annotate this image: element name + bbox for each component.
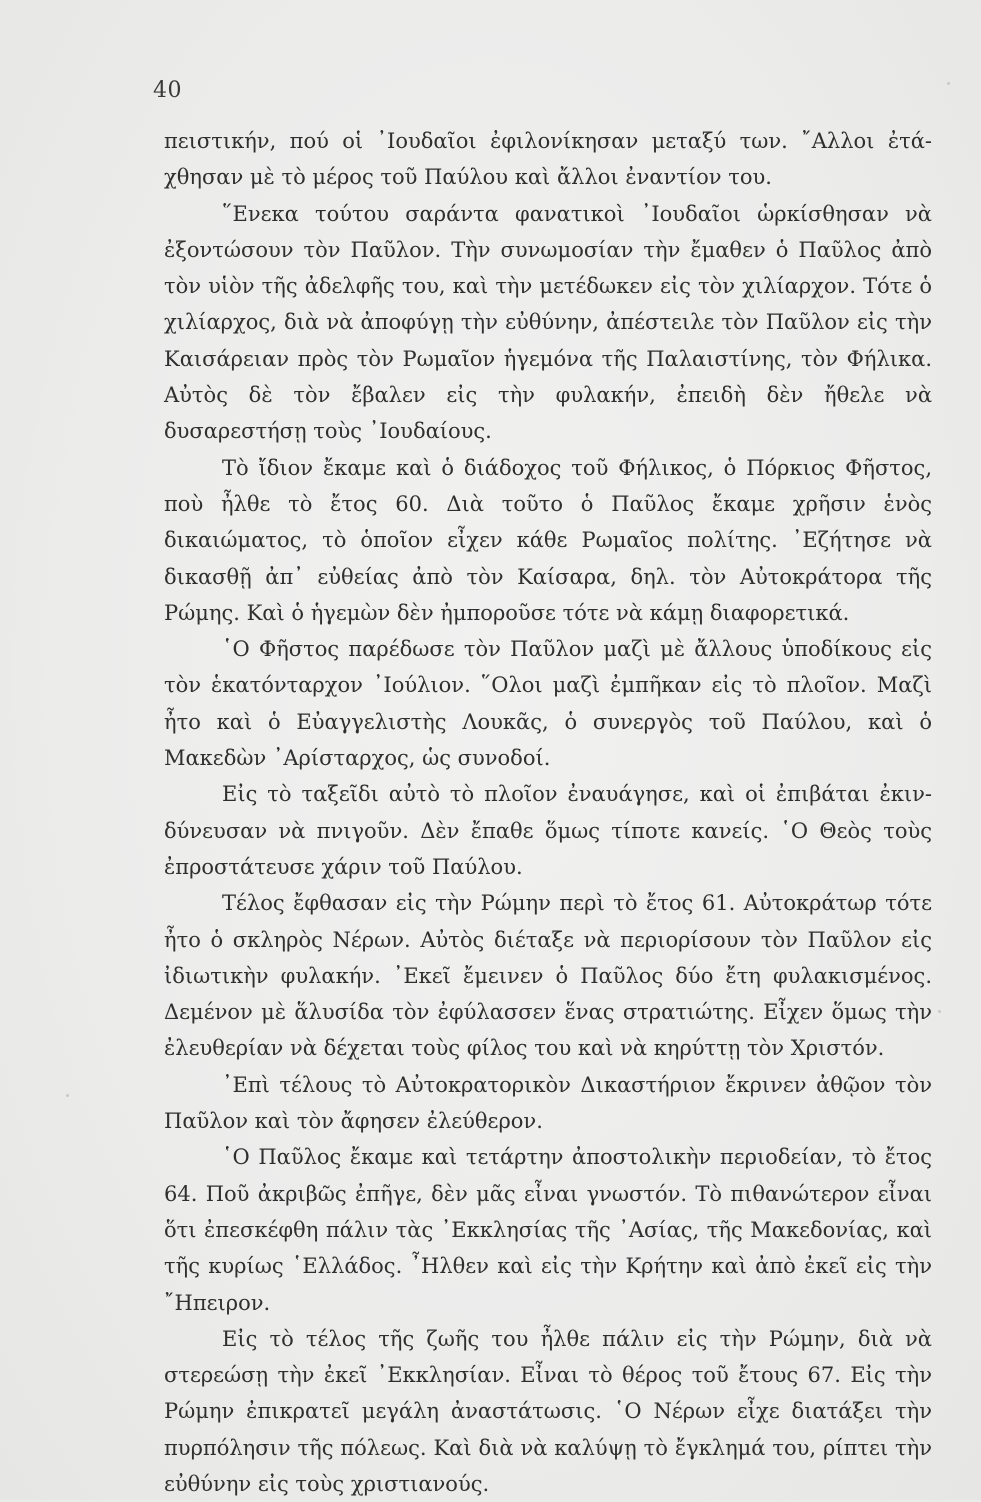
paper-speck [947,82,950,85]
paper-speck [938,1010,941,1013]
body-text [164,123,932,1502]
paragraph: πειστικήν, πού οἱ ᾿Ιουδαῖοι ἐφιλονίκησαν μεταξύ των. ῎Αλλοι ἐτάχθησαν μὲ τὸ μέρος τοῦ Παύλου καὶ ἄλλοι ἐναντίον του. [164,129,932,190]
paragraph: ῾Ο Φῆστος παρέδωσε τὸν Παῦλον μαζὶ μὲ ἄλλους ὑποδίκους εἰς τὸν ἑκατόνταρχον ᾿Ιούλιον. ῞Ολοι μαζὶ ἐμπῆκαν εἰς τὸ πλοῖον. Μαζὶ ἦτο καὶ ὁ Εὐαγγελιστὴς Λουκᾶς, ὁ συνεργὸς τοῦ Παύλου, καὶ ὁ Μακεδὼν ᾿Αρίσταρχος, ὡς συνοδοί. [164,637,932,771]
paragraph: Εἰς τὸ ταξεῖδι αὐτὸ τὸ πλοῖον ἐναυάγησε, καὶ οἱ ἐπιβάται ἐκινδύνευσαν νὰ πνιγοῦν. Δὲν ἔπαθε ὅμως τίποτε κανείς. ῾Ο Θεὸς τοὺς ἐπροστάτευσε χάριν τοῦ Παύλου. [164,782,932,879]
paragraph: Εἰς τὸ τέλος τῆς ζωῆς του ἦλθε πάλιν εἰς τὴν Ρώμην, διὰ νὰ στερεώσῃ τὴν ἐκεῖ ᾿Εκκλησίαν. Εἶναι τὸ θέρος τοῦ ἔτους 67. Εἰς τὴν Ρώμην ἐπικρατεῖ μεγάλη ἀναστάτωσις. ῾Ο Νέρων εἶχε διατάξει τὴν πυρπόλησιν τῆς πόλεως. Καὶ διὰ νὰ καλύψῃ τὸ ἔγκλημά του, ρίπτει τὴν εὐθύνην εἰς τοὺς χριστιανούς. [164,1326,932,1496]
paragraph: Τὸ ἴδιον ἔκαμε καὶ ὁ διάδοχος τοῦ Φήλικος, ὁ Πόρκιος Φῆστος, ποὺ ἦλθε τὸ ἔτος 60. Διὰ τοῦτο ὁ Παῦλος ἔκαμε χρῆσιν ἑνὸς δικαιώματος, τὸ ὁποῖον εἶχεν κάθε Ρωμαῖος πολίτης. ᾿Εζήτησε νὰ δικασθῇ ἀπ᾿ εὐθείας ἀπὸ τὸν Καίσαρα, δηλ. τὸν Αὐτοκράτορα τῆς Ρώμης. Καὶ ὁ ἡγεμὼν δὲν ἠμποροῦσε τότε νὰ κάμῃ διαφορετικά. [164,455,932,625]
paragraph: ῾Ο Παῦλος ἔκαμε καὶ τετάρτην ἀποστολικὴν περιοδείαν, τὸ ἔτος 64. Ποῦ ἀκριβῶς ἐπῆγε, δὲν μᾶς εἶναι γνωστόν. Τὸ πιθανώτερον εἶναι ὅτι ἐπεσκέφθη πάλιν τὰς ᾿Εκκλησίας τῆς ᾿Ασίας, τῆς Μακεδονίας, καὶ τῆς κυρίως ῾Ελλάδος. ῏Ηλθεν καὶ εἰς τὴν Κρήτην καὶ ἀπὸ ἐκεῖ εἰς τὴν ῎Ηπειρον. [164,1145,932,1315]
page-number: 40 [153,78,182,103]
paper-speck [66,1094,69,1097]
paragraph: ῞Ενεκα τούτου σαράντα φανατικοὶ ᾿Ιουδαῖοι ὡρκίσθησαν νὰ ἐξοντώσουν τὸν Παῦλον. Τὴν συνωμοσίαν τὴν ἔμαθεν ὁ Παῦλος ἀπὸ τὸν υἱὸν τῆς ἀδελφῆς του, καὶ τὴν μετέδωκεν εἰς τὸν χιλίαρχον. Τότε ὁ χιλίαρχος, διὰ νὰ ἀποφύγῃ τὴν εὐθύνην, ἀπέστειλε τὸν Παῦλον εἰς τὴν Καισάρειαν πρὸς τὸν Ρωμαῖον ἡγεμόνα τῆς Παλαιστίνης, τὸν Φήλικα. Αὐτὸς δὲ τὸν ἔβαλεν εἰς τὴν φυλακήν, ἐπειδὴ δὲν ἤθελε νὰ δυσαρεστήσῃ τοὺς ᾿Ιουδαίους. [164,201,932,444]
paragraph: Τέλος ἔφθασαν εἰς τὴν Ρώμην περὶ τὸ ἔτος 61. Αὐτοκράτωρ τότε ἦτο ὁ σκληρὸς Νέρων. Αὐτὸς διέταξε νὰ περιορίσουν τὸν Παῦλον εἰς ἰδιωτικὴν φυλακήν. ᾿Εκεῖ ἔμεινεν ὁ Παῦλος δύο ἔτη φυλακισμένος. Δεμένον μὲ ἅλυσίδα τὸν ἐφύλασσεν ἕνας στρατιώτης. Εἶχεν ὅμως τὴν ἐλευθερίαν νὰ δέχεται τοὺς φίλος του καὶ νὰ κηρύττῃ τὸν Χριστόν. [164,891,932,1061]
paragraph: ᾿Επὶ τέλους τὸ Αὐτοκρατορικὸν Δικαστήριον ἔκρινεν ἀθῷον τὸν Παῦλον καὶ τὸν ἄφησεν ἐλεύθερον. [164,1072,932,1134]
